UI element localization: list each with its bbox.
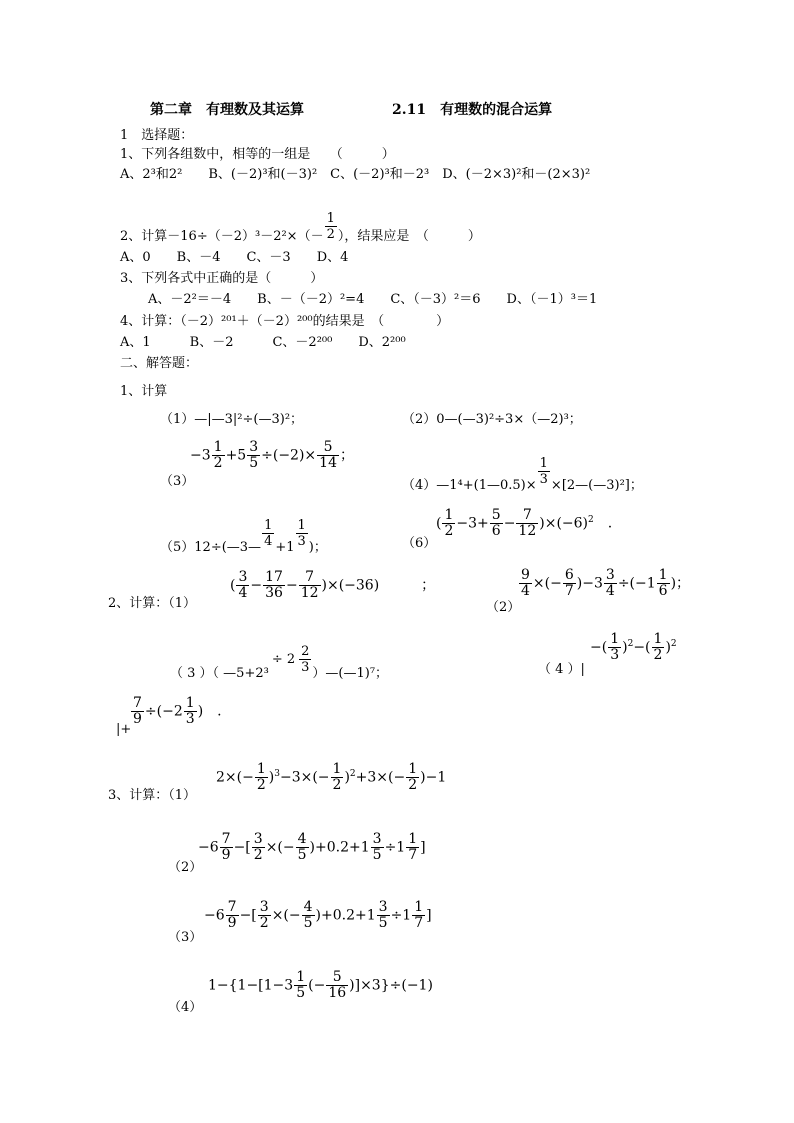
s3-p4-label: （4） xyxy=(168,1000,203,1015)
s1-p5-tail: )； xyxy=(308,540,327,555)
s1-heading: 1、计算 xyxy=(120,384,168,399)
s2-p4-expr: −( $\frac{1}{3}$ )$^2$−( $\frac{1}{2}$ )$^2$ xyxy=(590,631,677,663)
q4-stem: 4、计算：（－2）²⁰¹＋（－2）²⁰⁰的结果是 （ ） xyxy=(120,314,450,329)
q2-stem-b: ），结果应是 （ ） xyxy=(337,229,481,244)
part1-heading: 1 选择题： xyxy=(120,128,194,143)
s1-p5-label: （5）12÷(—3— xyxy=(160,540,262,555)
s3-heading: 3、计算：（1） xyxy=(108,788,197,803)
s1-p3-expr: −3 $\frac{1}{2}$ +5 $\frac{3}{5}$ ÷(−2)× $\frac{5}{14}$ ； xyxy=(190,439,354,471)
q2-fraction xyxy=(325,211,337,242)
q4-options: A、1 B、－2 C、－2²⁰⁰ D、2²⁰⁰ xyxy=(120,335,406,350)
s3-p1-expr: 2×(− $\frac{1}{2}$ )$^3$−3×(− $\frac{1}{2}$ )$^2$+3×(− $\frac{1}{2}$ )−1 xyxy=(216,761,447,793)
s1-p2: （2）0—(—3)²÷3×（—2)³； xyxy=(402,412,582,427)
s1-p5: （5）12÷(—3— $\frac{1}{4}$ +1 $\frac{1}{3}$ )； xyxy=(160,518,327,555)
section-title: 2.11 有理数的混合运算 xyxy=(392,102,553,118)
s2-p4-cont-expr: $\frac{7}{9}$ ÷(−2 $\frac{1}{3}$ ) . xyxy=(133,695,222,727)
s1-p3-label: （3） xyxy=(160,474,195,489)
q3-options: A、－2²＝－4 B、－（－2）²=4 C、（－3）²＝6 D、（－1）³＝1 xyxy=(148,292,598,307)
q2-stem xyxy=(120,211,481,252)
s3-p2-expr: −6 $\frac{7}{9}$ −[ $\frac{3}{2}$ ×(− $\frac{4}{5}$ )+0.2+1 $\frac{3}{5}$ ÷1 $\frac{1}{7}$ ] xyxy=(198,831,426,863)
q2-options: A、0 B、－4 C、－3 D、4 xyxy=(120,250,349,265)
s2-p3-label: （ 3 ）（ —5+2³ xyxy=(170,666,269,681)
s2-p4-label: （ 4 ）| xyxy=(538,662,585,677)
s2-p3-tail: ）—(—1)⁷； xyxy=(312,666,389,681)
s1-p6-expr: ( $\frac{1}{2}$ −3+ $\frac{5}{6}$ − $\frac{7}{12}$ )$\times(-6)^2$ . xyxy=(436,507,613,539)
s1-p4: （4）—1⁴+(1—0.5)× $\frac{1}{3}$ ×[2—(—3)²]； xyxy=(402,456,643,493)
s3-p2-label: （2） xyxy=(168,860,203,875)
s1-p1: （1）—|—3|²÷(—3)²； xyxy=(160,412,304,427)
q2-stem-a: 2、计算－16÷（－2）³－2²×（－ xyxy=(120,229,324,244)
q2-frac-den: 2 xyxy=(326,227,335,242)
s2-p2-label: （2） xyxy=(486,600,521,615)
s2-heading: 2、计算：（1） xyxy=(108,596,197,611)
s3-p3-label: （3） xyxy=(168,930,203,945)
s2-p2-expr: $\frac{9}{4}$ ×(− $\frac{6}{7}$ )−3 $\frac{3}{4}$ ÷(−1 $\frac{1}{6}$ )； xyxy=(521,567,691,599)
chapter-title: 第二章 有理数及其运算 xyxy=(150,102,304,118)
part2-heading: 二、解答题： xyxy=(120,356,199,371)
s3-p4-expr: 1−{1−[1−3 $\frac{1}{5}$ (− $\frac{5}{16}$ )]×3}÷(−1) xyxy=(208,969,433,1001)
q2-frac-num: 1 xyxy=(326,211,335,226)
q1-options: A、2³和2² B、(－2)³和(－3)² C、(－2)³和－2³ D、(－2×3)²和－(2×3)² xyxy=(120,167,591,182)
s2-p3: （ 3 ）（ —5+2³÷ 2 $\frac{2}{3}$ ）—(—1)⁷； xyxy=(170,644,389,681)
q1-stem: 1、下列各组数中，相等的一组是 （ ） xyxy=(120,147,395,162)
s2-p4-cont-label: |+ xyxy=(116,722,132,737)
s1-p6-label: （6） xyxy=(402,536,437,551)
s3-p3-expr: −6 $\frac{7}{9}$ −[ $\frac{3}{2}$ ×(− $\frac{4}{5}$ )+0.2+1 $\frac{3}{5}$ ÷1 $\frac{1}{7}$ ] xyxy=(204,899,432,931)
s1-p4-label: （4）—1⁴+(1—0.5)× xyxy=(402,478,537,493)
q3-stem: 3、下列各式中正确的是（ ） xyxy=(120,271,324,286)
s1-p4-tail: ×[2—(—3)²]； xyxy=(550,478,643,493)
s2-p1-expr: ( $\frac{3}{4}$ − $\frac{17}{36}$ − $\frac{7}{12}$ )×(−36) ； xyxy=(230,569,436,601)
